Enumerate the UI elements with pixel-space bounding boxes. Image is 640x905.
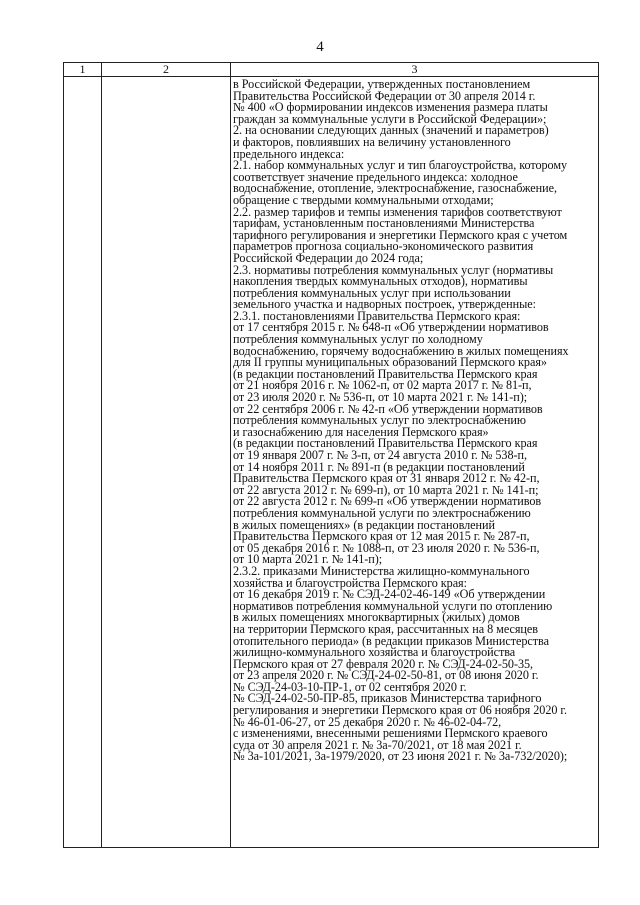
text-line: земельного участка и надворных построек, утвержденные: (233, 297, 536, 312)
text-line: от 22 августа 2012 г. № 699-п «Об утверждении нормативов (233, 494, 542, 509)
text-line: и факторов, повлиявших на величину установленного (233, 134, 511, 149)
text-line: № СЭД-24-03-10-ПР-1, от 02 сентября 2020 г. (233, 679, 467, 694)
text-line: от 17 сентября 2015 г. № 648-п «Об утверждении нормативов (233, 320, 549, 335)
text-line: (в редакции постановлений Правительства Пермского края (233, 436, 538, 451)
text-line: предельного индекса: (233, 146, 345, 161)
text-line: с изменениями, внесенными решениями Пермского краевого (233, 726, 548, 741)
text-line: обращение с твердыми коммунальными отходами; (233, 192, 494, 207)
text-line: 2. на основании следующих данных (значений и параметров) (233, 123, 549, 138)
text-line: для II группы муниципальных образований Пермского края» (233, 355, 547, 370)
text-line: водоснабжение, отопление, электроснабжение, газоснабжение, (233, 181, 557, 196)
text-line: Правительства Российской Федерации от 30 апреля 2014 г. (233, 88, 536, 103)
cell-text (231, 77, 598, 763)
text-line: Российской Федерации до 2024 года; (233, 250, 424, 265)
text-line: суда от 30 апреля 2021 г. № 3а-70/2021, от 18 мая 2021 г. (233, 737, 522, 752)
column-header-2: 2 (102, 63, 231, 77)
text-line: от 10 марта 2021 г. № 141-п); (233, 552, 383, 567)
text-line: в жилых помещениях многоквартирных (жилых) домов (233, 610, 520, 625)
text-line: тарифного регулирования и энергетики Пермского края с учетом (233, 227, 568, 242)
text-line: от 22 августа 2012 г. № 699-п), от 10 марта 2021 г. № 141-п; (233, 482, 539, 497)
text-line: от 19 января 2007 г. № 3-п, от 24 августа 2010 г. № 538-п, (233, 448, 527, 462)
text-line: Правительства Пермского края от 12 мая 2015 г. № 287-п, (233, 529, 530, 544)
text-line: на территории Пермского края, рассчитанных на 8 месяцев (233, 621, 538, 636)
column-header-1: 1 (64, 63, 102, 77)
text-line: отопительного периода» (в редакции приказов Министерства (233, 633, 549, 648)
text-line: Правительства Пермского края от 31 января 2012 г. № 42-п, (233, 471, 540, 486)
text-line: в жилых помещениях» (в редакции постановлений (233, 517, 495, 532)
cell-column-3 (231, 77, 599, 848)
text-line: (в редакции постановлений Правительства Пермского края (233, 366, 538, 381)
text-line: жилищно-коммунального хозяйства и благоустройства (233, 645, 516, 660)
text-line: от 16 декабря 2019 г. № СЭД-24-02-46-149 «Об утверждении (233, 587, 546, 602)
cell-column-2 (102, 77, 231, 848)
text-line: № 3а-101/2021, 3а-1979/2020, от 23 июня 2021 г. № 3а-732/2020); (233, 749, 568, 764)
text-line: нормативов потребления коммунальной услуги по отоплению (233, 598, 553, 613)
text-line: № 400 «О формировании индексов изменения размера платы (233, 100, 548, 115)
table-body-row (64, 77, 599, 848)
text-line: параметров прогноза социально-экономического развития (233, 239, 534, 254)
text-line: от 05 декабря 2016 г. № 1088-п, от 23 июля 2020 г. № 536-п, (233, 540, 540, 555)
page-number: 4 (316, 39, 324, 55)
text-line: в Российской Федерации, утвержденных постановлением (233, 77, 531, 91)
text-line: водоснабжению, горячему водоснабжению в жилых помещениях (233, 343, 569, 358)
text-line: граждан за коммунальные услуги в Российской Федерации»; (233, 111, 547, 126)
text-line: от 23 апреля 2020 г. № СЭД-24-02-50-81, от 08 июня 2020 г. (233, 668, 539, 683)
text-line: накопления твердых коммунальных отходов), нормативы (233, 274, 528, 289)
text-line: 2.3. нормативы потребления коммунальных услуг (нормативы (233, 262, 554, 277)
document-table (63, 62, 599, 848)
text-line: соответствует значение предельного индекса: холодное (233, 169, 518, 184)
text-line: 2.3.2. приказами Министерства жилищно-коммунального (233, 563, 530, 578)
text-line: потребления коммунальных услуг по холодному (233, 332, 483, 347)
text-line: регулирования и энергетики Пермского края от 06 ноября 2020 г. (233, 703, 567, 718)
text-line: № 46-01-06-27, от 25 декабря 2020 г. № 46-02-04-72, (233, 714, 502, 729)
text-line: хозяйства и благоустройства Пермского края: (233, 575, 467, 590)
text-line: потребления коммунальных услуг по электроснабжению (233, 413, 526, 428)
text-line: 2.1. набор коммунальных услуг и тип благоустройства, которому (233, 158, 568, 173)
text-line: 2.3.1. постановлениями Правительства Пермского края: (233, 308, 521, 323)
table-header-row (64, 63, 599, 77)
text-line: № СЭД-24-02-50-ПР-85, приказов Министерства тарифного (233, 691, 542, 706)
text-line: Пермского края от 27 февраля 2020 г. № СЭД-24-02-50-35, (233, 656, 534, 671)
text-line: и газоснабжению для населения Пермского края» (233, 424, 489, 439)
cell-column-1 (64, 77, 102, 848)
text-line: потребления коммунальной услуги по электроснабжению (233, 505, 531, 520)
text-line: от 21 ноября 2016 г. № 1062-п, от 02 марта 2017 г. № 81-п, (233, 378, 532, 393)
text-line: от 14 ноября 2011 г. № 891-п (в редакции постановлений (233, 459, 525, 474)
text-line: 2.2. размер тарифов и темпы изменения тарифов соответствуют (233, 204, 562, 219)
column-header-3: 3 (231, 63, 599, 77)
text-line: от 23 июля 2020 г. № 536-п, от 10 марта 2021 г. № 141-п); (233, 390, 528, 405)
text-line: от 22 сентября 2006 г. № 42-п «Об утверждении нормативов (233, 401, 543, 416)
text-line: тарифам, установленным постановлениями Министерства (233, 216, 535, 231)
text-line: потребления коммунальных услуг при использовании (233, 285, 511, 300)
